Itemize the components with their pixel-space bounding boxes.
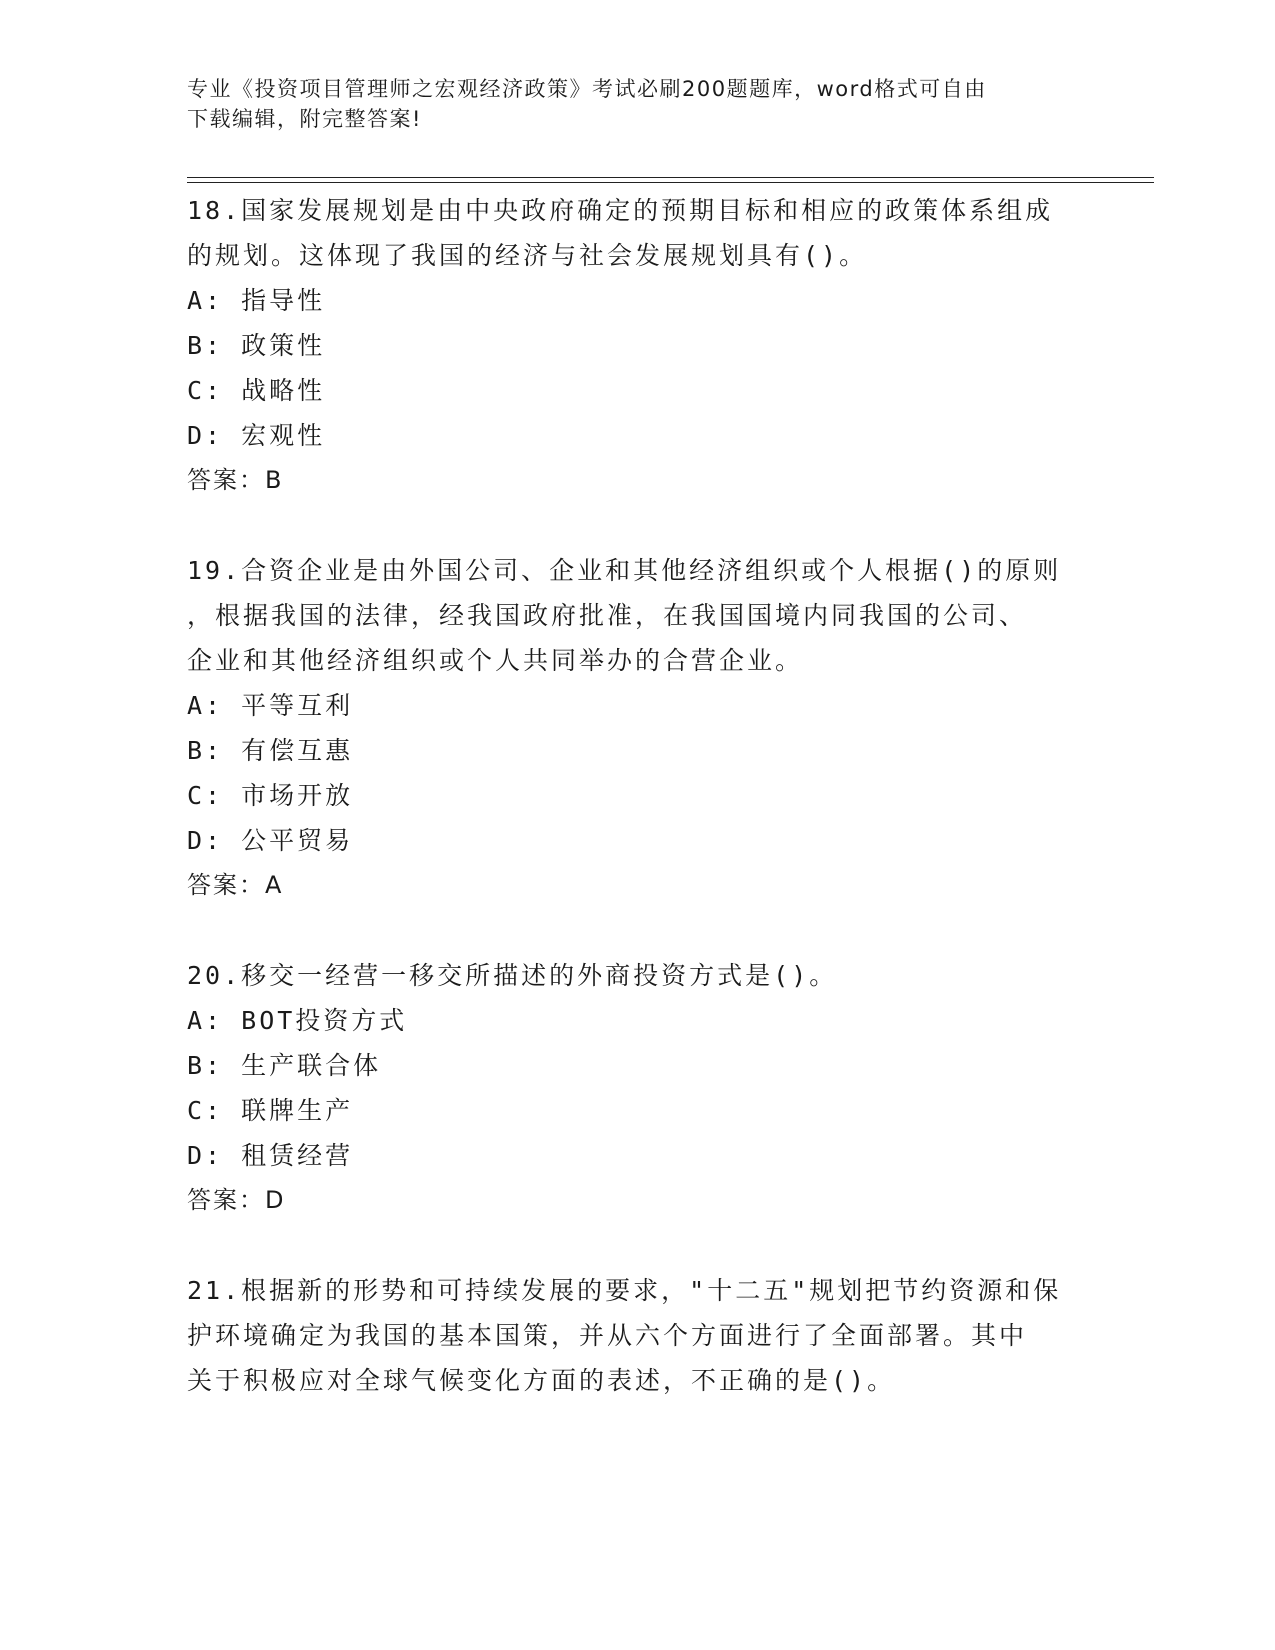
question-stem-line: 企业和其他经济组织或个人共同举办的合营企业。 [187, 646, 804, 675]
question-stem-line: 的规划。这体现了我国的经济与社会发展规划具有()。 [187, 241, 868, 270]
header-line-2: 下载编辑，附完整答案! [187, 107, 422, 131]
answer: 答案：A [187, 871, 284, 899]
header-rule-top [187, 177, 1154, 178]
header-rule-bottom [187, 182, 1154, 183]
option-b: B: 生产联合体 [187, 1051, 382, 1080]
question-stem-line: 18.国家发展规划是由中央政府确定的预期目标和相应的政策体系组成 [187, 196, 1054, 225]
question-stem-line: 21.根据新的形势和可持续发展的要求，"十二五"规划把节约资源和保 [187, 1276, 1062, 1305]
option-b: B: 政策性 [187, 331, 326, 360]
question-list [187, 188, 1087, 1403]
question-spacer [187, 503, 1087, 548]
option-d: D: 租赁经营 [187, 1141, 354, 1170]
question-stem-line: 20.移交一经营一移交所描述的外商投资方式是()。 [187, 961, 838, 990]
question-20 [187, 953, 1087, 1223]
question-21 [187, 1268, 1087, 1403]
question-stem-line: 护环境确定为我国的基本国策，并从六个方面进行了全面部署。其中 [187, 1321, 1028, 1350]
option-b: B: 有偿互惠 [187, 736, 354, 765]
option-a: A: 平等互利 [187, 691, 354, 720]
option-a: A: 指导性 [187, 286, 326, 315]
answer: 答案：D [187, 1186, 286, 1214]
question-spacer [187, 1223, 1087, 1268]
question-18 [187, 188, 1087, 503]
option-d: D: 公平贸易 [187, 826, 354, 855]
question-stem-line: 关于积极应对全球气候变化方面的表述，不正确的是()。 [187, 1366, 896, 1395]
option-c: C: 市场开放 [187, 781, 354, 810]
option-d: D: 宏观性 [187, 421, 326, 450]
question-19 [187, 548, 1087, 908]
option-a: A: BOT投资方式 [187, 1006, 408, 1035]
option-c: C: 战略性 [187, 376, 326, 405]
document-header [187, 74, 1067, 134]
header-line-1: 专业《投资项目管理师之宏观经济政策》考试必刷200题题库，word格式可自由 [187, 77, 987, 101]
question-stem-line: ，根据我国的法律，经我国政府批准，在我国国境内同我国的公司、 [187, 601, 1028, 630]
option-c: C: 联牌生产 [187, 1096, 354, 1125]
question-spacer [187, 908, 1087, 953]
question-stem-line: 19.合资企业是由外国公司、企业和其他经济组织或个人根据()的原则 [187, 556, 1062, 585]
answer: 答案：B [187, 466, 284, 494]
